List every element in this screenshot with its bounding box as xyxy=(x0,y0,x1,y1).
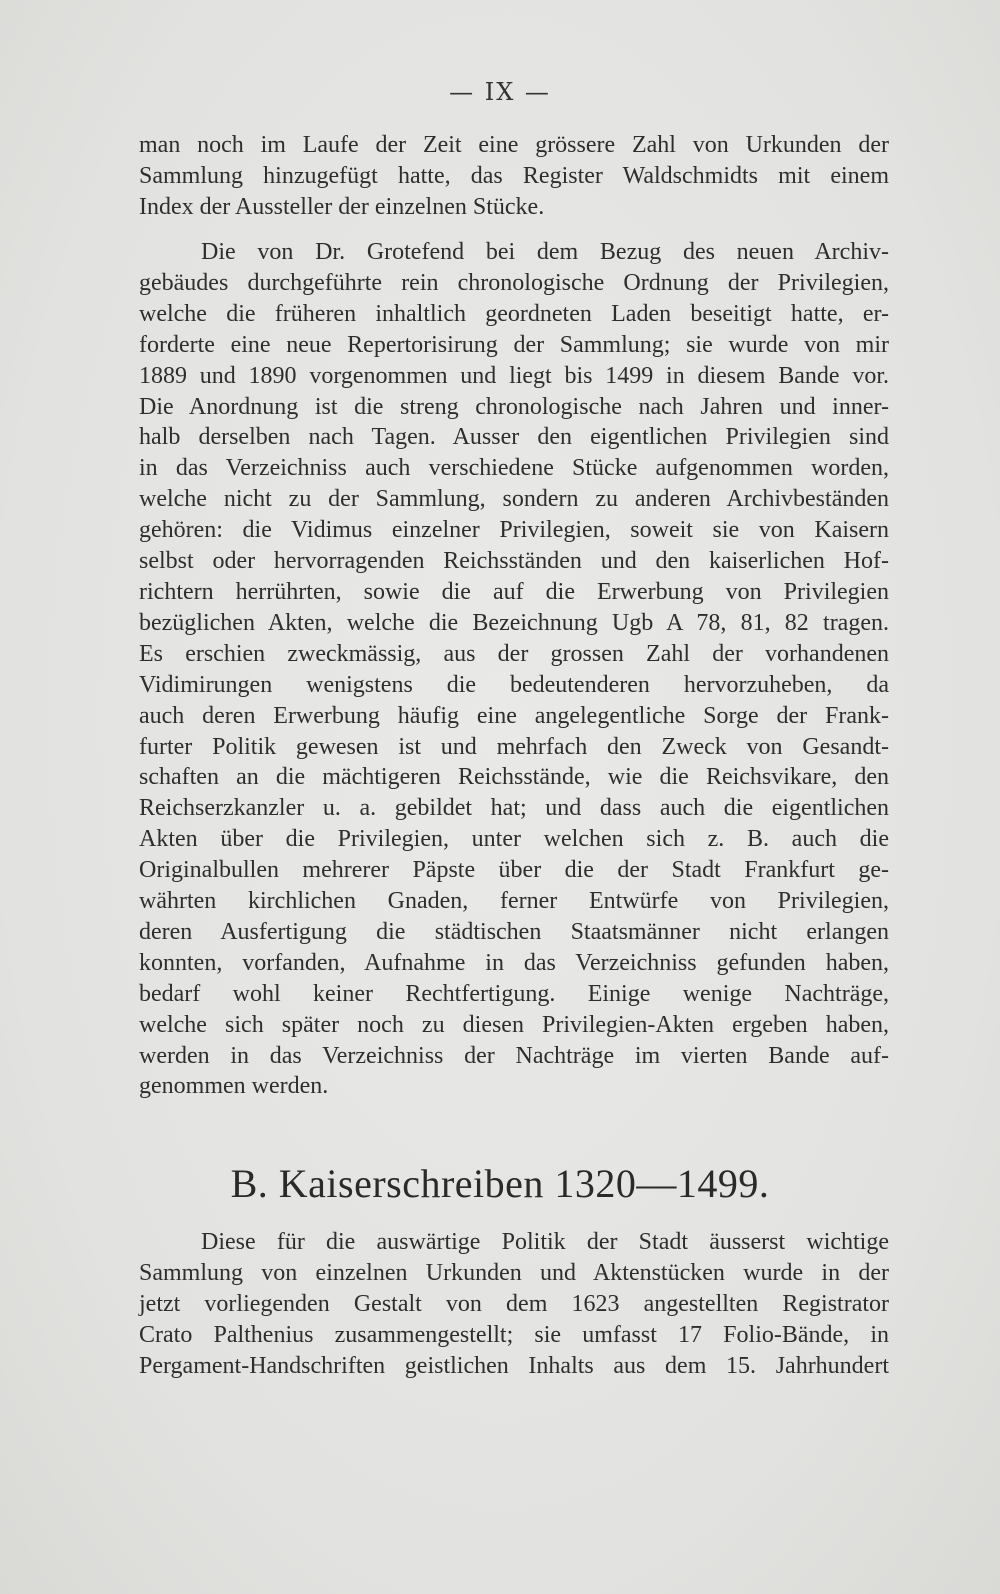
text-line: welche sich später noch zu diesen Privilegien-Akten ergeben haben, xyxy=(139,1011,889,1038)
text-line: richtern herrührten, sowie die auf die Erwerbung von Privilegien xyxy=(139,578,889,605)
text-line: genommen werden. xyxy=(139,1073,329,1100)
section-heading: B. Kaiserschreiben 1320—1499. xyxy=(230,1161,770,1206)
text-line: selbst oder hervorragenden Reichsständen und den kaiserlichen Hof- xyxy=(139,548,889,575)
text-line: auch deren Erwerbung häufig eine angelegentliche Sorge der Frank- xyxy=(139,702,889,729)
paragraph-kaiserschreiben xyxy=(139,1227,889,1382)
text-line: Index der Aussteller der einzelnen Stücke. xyxy=(139,193,545,220)
text-line: Originalbullen mehrerer Päpste über die der Stadt Frankfurt ge- xyxy=(139,857,889,884)
text-line: Pergament-Handschriften geistlichen Inhalts aus dem 15. Jahrhundert xyxy=(139,1352,889,1379)
text-line: Crato Palthenius zusammengestellt; sie umfasst 17 Folio-Bände, in xyxy=(139,1321,889,1348)
text-line: forderte eine neue Repertorisirung der Sammlung; sie wurde von mir xyxy=(139,331,889,358)
text-line: bedarf wohl keiner Rechtfertigung. Einige wenige Nachträge, xyxy=(139,980,889,1007)
text-line: währten kirchlichen Gnaden, ferner Entwürfe von Privilegien, xyxy=(139,888,889,915)
text-line: Reichserzkanzler u. a. gebildet hat; und dass auch die eigentlichen xyxy=(139,795,889,822)
text-line: Diese für die auswärtige Politik der Stadt äusserst wichtige xyxy=(201,1229,889,1255)
text-line: halb derselben nach Tagen. Ausser den eigentlichen Privilegien sind xyxy=(139,424,889,451)
paragraph-privilegien xyxy=(139,237,889,1102)
text-line: Die von Dr. Grotefend bei dem Bezug des neuen Archiv- xyxy=(201,239,889,265)
text-line: Es erschien zweckmässig, aus der grossen Zahl der vorhandenen xyxy=(139,640,889,667)
text-line: Vidimirungen wenigstens die bedeutenderen hervorzuheben, da xyxy=(139,671,889,698)
text-line: Sammlung hinzugefügt hatte, das Register Waldschmidts mit einem xyxy=(139,162,889,189)
text-line: man noch im Laufe der Zeit eine grössere Zahl von Urkunden der xyxy=(139,132,889,158)
text-line: Die Anordnung ist die streng chronologische nach Jahren und inner- xyxy=(139,393,889,420)
paragraph-continuation xyxy=(139,130,889,223)
text-line: schaften an die mächtigeren Reichsstände, wie die Reichsvikare, den xyxy=(139,764,889,791)
text-line: Akten über die Privilegien, unter welchen sich z. B. auch die xyxy=(139,826,889,853)
text-line: welche die früheren inhaltlich geordneten Laden beseitigt hatte, er- xyxy=(139,300,889,327)
text-line: gehören: die Vidimus einzelner Privilegien, soweit sie von Kaisern xyxy=(139,517,889,544)
text-line: welche nicht zu der Sammlung, sondern zu anderen Archivbeständen xyxy=(139,486,889,513)
text-line: 1889 und 1890 vorgenommen und liegt bis 1499 in diesem Bande vor. xyxy=(139,362,889,389)
text-line: konnten, vorfanden, Aufnahme in das Verzeichniss gefunden haben, xyxy=(139,949,889,976)
text-line: jetzt vorliegenden Gestalt von dem 1623 angestellten Registrator xyxy=(139,1290,889,1317)
text-line: in das Verzeichniss auch verschiedene Stücke aufgenommen worden, xyxy=(139,455,889,482)
text-line: Sammlung von einzelnen Urkunden und Aktenstücken wurde in der xyxy=(139,1259,889,1286)
page-number: — IX — xyxy=(449,78,551,106)
text-line: deren Ausfertigung die städtischen Staatsmänner nicht erlangen xyxy=(139,918,889,945)
text-line: werden in das Verzeichniss der Nachträge im vierten Bande auf- xyxy=(139,1042,889,1069)
text-line: bezüglichen Akten, welche die Bezeichnung Ugb A 78, 81, 82 tragen. xyxy=(139,609,889,636)
text-line: furter Politik gewesen ist und mehrfach den Zweck von Gesandt- xyxy=(139,733,889,760)
text-line: gebäudes durchgeführte rein chronologische Ordnung der Privilegien, xyxy=(139,269,889,296)
